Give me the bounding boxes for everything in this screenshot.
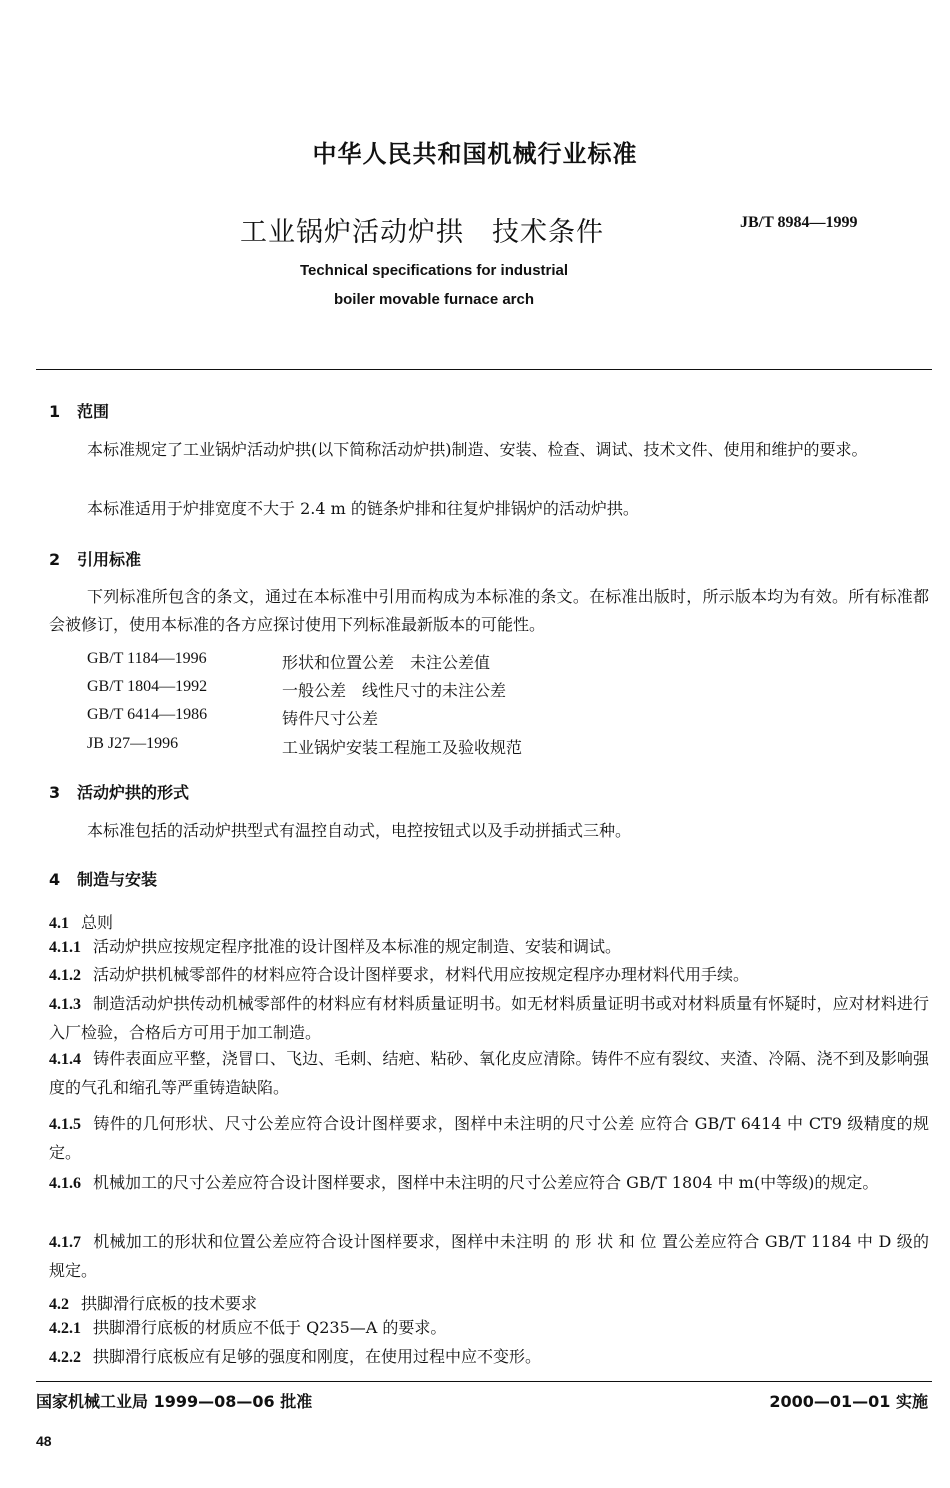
clause-4-2-2: 4.2.2 拱脚滑行底板应有足够的强度和刚度，在使用过程中应不变形。 xyxy=(49,1347,542,1366)
ref-code: JB J27—1996 xyxy=(87,735,179,752)
clause-4-1-1: 4.1.1 活动炉拱应按规定程序批准的设计图样及本标准的规定制造、安装和调试。 xyxy=(49,937,622,956)
issuing-authority: 中华人民共和国机械行业标准 xyxy=(312,140,638,168)
ref-code: GB/T 1804—1992 xyxy=(87,678,208,695)
effective-date: 2000—01—01 实施 xyxy=(769,1392,928,1411)
header-rule xyxy=(36,369,932,370)
section-2-heading: 2 引用标准 xyxy=(49,550,142,569)
page-number: 48 xyxy=(36,1433,52,1449)
section-1-para-1: 本标准规定了工业锅炉活动炉拱(以下简称活动炉拱)制造、安装、检查、调试、技术文件、使用和维护的要求。 xyxy=(87,440,868,459)
ref-title: 一般公差 线性尺寸的未注公差 xyxy=(282,681,507,700)
section-1-heading: 1 范围 xyxy=(49,402,110,421)
document-title-en-line2: boiler movable furnace arch xyxy=(333,291,535,308)
clause-4-1-2: 4.1.2 活动炉拱机械零部件的材料应符合设计图样要求，材料代用应按规定程序办理材料代用手续。 xyxy=(49,965,750,984)
ref-code: GB/T 6414—1986 xyxy=(87,706,208,723)
clause-4-1-5: 4.1.5 铸件的几何形状、尺寸公差应符合设计图样要求，图样中未注明的尺寸公差 应符合 GB/T 6414 中 CT9 级精度的规定。 xyxy=(49,1114,929,1162)
ref-title: 铸件尺寸公差 xyxy=(282,709,379,728)
clause-4-1-6: 4.1.6 机械加工的尺寸公差应符合设计图样要求，图样中未注明的尺寸公差应符合 GB/T 1804 中 m(中等级)的规定。 xyxy=(49,1173,879,1192)
approval-line: 国家机械工业局 1999—08—06 批准 xyxy=(36,1392,313,1411)
clause-4-1-7: 4.1.7 机械加工的形状和位置公差应符合设计图样要求，图样中未注明 的 形 状 和 位 置公差应符合 GB/T 1184 中 D 级的规定。 xyxy=(49,1232,929,1280)
clause-4-2-1: 4.2.1 拱脚滑行底板的材质应不低于 Q235—A 的要求。 xyxy=(49,1318,447,1337)
standard-number: JB/T 8984—1999 xyxy=(740,214,858,231)
section-1-para-2: 本标准适用于炉排宽度不大于 2.4 m 的链条炉排和往复炉排锅炉的活动炉拱。 xyxy=(87,499,639,518)
footer-rule xyxy=(36,1381,932,1382)
document-title-cn: 工业锅炉活动炉拱 技术条件 xyxy=(240,217,604,248)
document-title-en-line1: Technical specifications for industrial xyxy=(299,262,569,279)
section-4-heading: 4 制造与安装 xyxy=(49,870,158,889)
ref-title: 形状和位置公差 未注公差值 xyxy=(282,653,491,672)
section-3-para-1: 本标准包括的活动炉拱型式有温控自动式，电控按钮式以及手动拼插式三种。 xyxy=(87,821,632,840)
section-3-heading: 3 活动炉拱的形式 xyxy=(49,783,190,802)
clause-4-2-heading: 4.2 拱脚滑行底板的技术要求 xyxy=(49,1294,258,1313)
clause-4-1-4: 4.1.4 铸件表面应平整，浇冒口、飞边、毛刺、结疤、粘砂、氧化皮应清除。铸件不应有裂纹、夹渣、冷隔、浇不到及影响强度的气孔和缩孔等严重铸造缺陷。 xyxy=(49,1049,929,1097)
clause-4-1-heading: 4.1 总则 xyxy=(49,913,114,932)
ref-code: GB/T 1184—1996 xyxy=(87,650,207,667)
clause-4-1-3: 4.1.3 制造活动炉拱传动机械零部件的材料应有材料质量证明书。如无材料质量证明书或对材料质量有怀疑时，应对材料进行入厂检验，合格后方可用于加工制造。 xyxy=(49,994,929,1042)
section-2-para-1: 下列标准所包含的条文，通过在本标准中引用而构成为本标准的条文。在标准出版时，所示版本均为有效。所有标准都会被修订，使用本标准的各方应探讨使用下列标准最新版本的可能性。 xyxy=(49,587,929,634)
ref-title: 工业锅炉安装工程施工及验收规范 xyxy=(282,738,523,757)
